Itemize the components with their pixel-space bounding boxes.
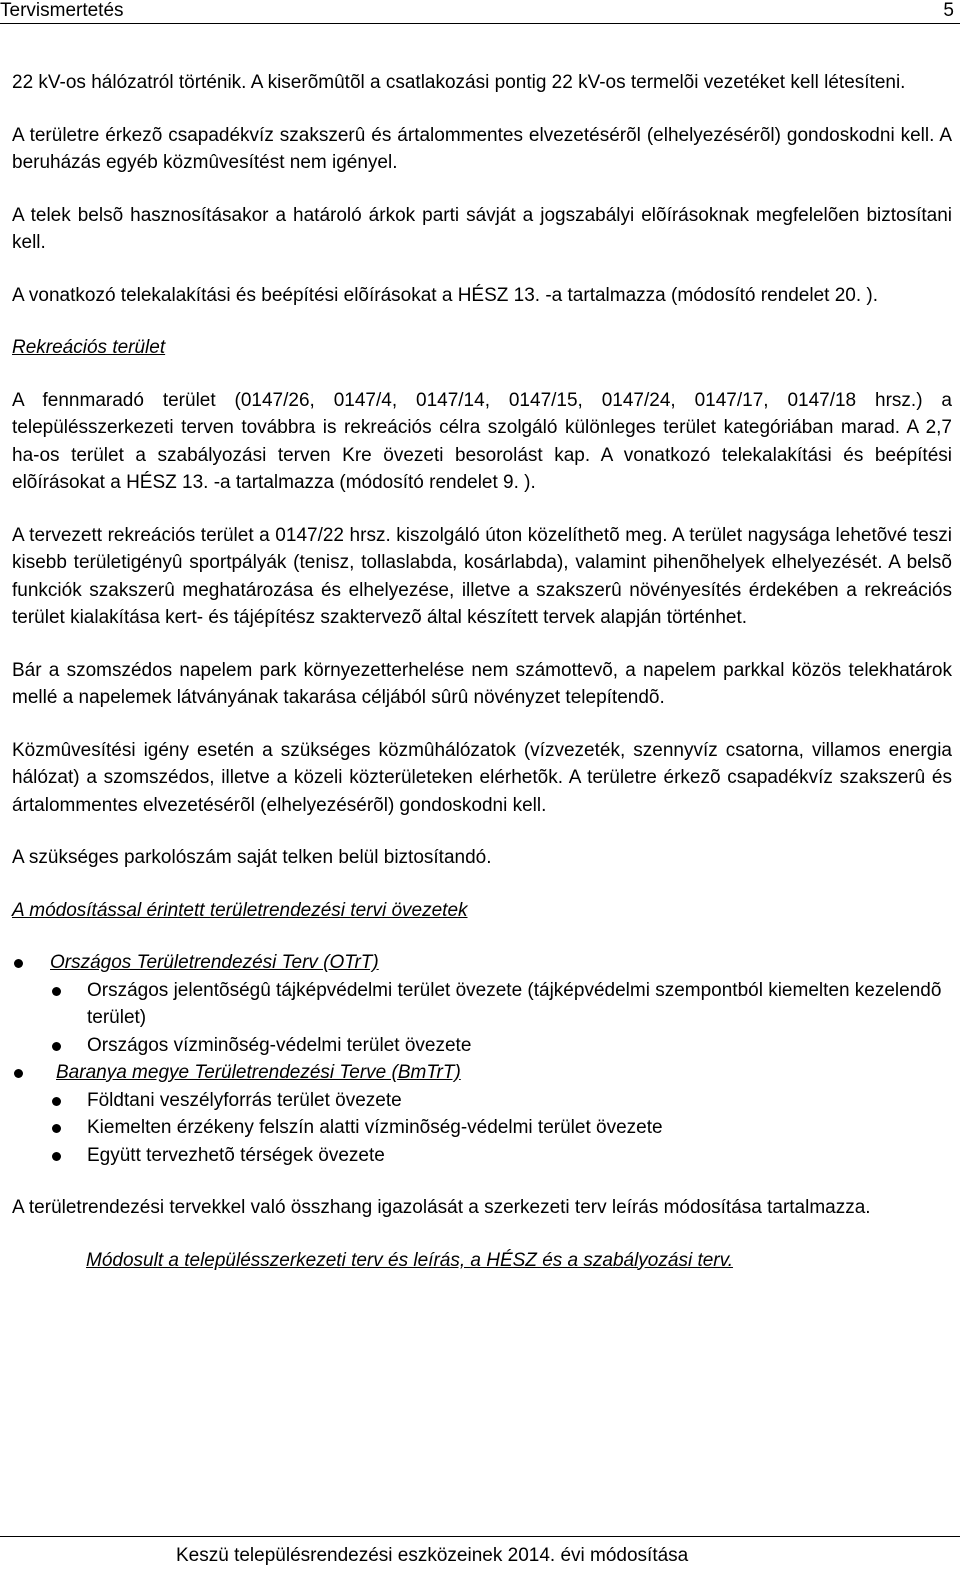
- page-number: 5: [943, 0, 954, 21]
- paragraph: A telek belsõ hasznosításakor a határoló árkok parti sávját a jogszabályi elõírásoknak megfelelõen biztosítani kell.: [12, 204, 952, 253]
- list-item-otrt: [12, 949, 952, 977]
- zone-label: Kiemelten érzékeny felszín alatti vízminõség-védelmi terület övezete: [87, 1117, 663, 1138]
- footer-text: Keszü településrendezési eszközeinek 2014. évi módosítása: [176, 1545, 689, 1566]
- paragraph: Közmûvesítési igény esetén a szükséges közmûhálózatok (vízvezeték, szennyvíz csatorna, villamos energia hálózat) a szomszédos, illetve a közeli közterületeken elérhetõk. A területre érkezõ csapadékvíz szakszerû és ártalommentes elvezetésérõl (elhelyezésérõl) gondoskodni kell.: [12, 739, 952, 816]
- page-header: [0, 0, 960, 24]
- page-footer: [0, 1536, 960, 1569]
- bullet-icon: [14, 1069, 23, 1078]
- paragraph: A szükséges parkolószám saját telken belül biztosítandó.: [12, 847, 492, 868]
- heading-text: Rekreációs terület: [12, 337, 166, 358]
- bullet-icon: [52, 1124, 61, 1133]
- paragraph: A tervezett rekreációs terület a 0147/22 hrsz. kiszolgáló úton közelíthetõ meg. A terület nagysága lehetõvé teszi kisebb területigényû sportpályák (tenisz, tollaslabda, kosárlabda), valamint pihenõhelyek elhelyezését. A belsõ funkciók szakszerû meghatározása és elhelyezése, illetve a szakszerû növényesítés érdekében a rekreációs terület kialakítása kert- és tájépítész szaktervezõ által készített tervek alapján történhet.: [12, 524, 952, 628]
- conclusion-statement: Módosult a településszerkezeti terv és leírás, a HÉSZ és a szabályozási terv.: [86, 1249, 733, 1271]
- paragraph: A területre érkezõ csapadékvíz szakszerû és ártalommentes elvezetésérõl (elhelyezésérõl) gondoskodni kell. A beruházás egyéb közmûvesítést nem igényel.: [12, 124, 952, 173]
- bullet-icon: [52, 1042, 61, 1051]
- paragraph: Bár a szomszédos napelem park környezetterhelése nem számottevõ, a napelem parkkal közös telekhatárok mellé a napelemek látványának takarása céljából sûrû növényzet telepítendõ.: [12, 659, 952, 708]
- paragraph: A fennmaradó terület (0147/26, 0147/4, 0147/14, 0147/15, 0147/24, 0147/17, 0147/18 hrsz.) a településszerkezeti terven továbbra is rekreációs célra szolgáló különleges terület kategóriában marad. A 2,7 ha-os terület a szabályozási terven Kre övezeti besorolást kap. A vonatkozó telekalakítási és beépítési elõírásokat a HÉSZ 13. -a tartalmazza (módosító rendelet 9. ).: [12, 389, 952, 493]
- heading-text: A módosítással érintett területrendezési tervi övezetek: [12, 899, 468, 921]
- bullet-icon: [52, 1152, 61, 1161]
- plan-label: Baranya megye Területrendezési Terve (BmTrT): [56, 1062, 461, 1083]
- bullet-icon: [52, 1097, 61, 1106]
- zone-label: Országos vízminõség-védelmi terület övezete: [87, 1034, 472, 1056]
- zone-label: Együtt tervezhetõ térségek övezete: [87, 1144, 385, 1166]
- zone-label: Országos jelentõségû tájképvédelmi terület övezete (tájképvédelmi szempontból kiemelten kezelendõ terület): [87, 979, 942, 1028]
- list-item: [12, 1114, 952, 1142]
- section-heading-rekreacios: [12, 334, 952, 362]
- section-heading-ovezetek: [12, 897, 952, 925]
- zone-label: Földtani veszélyforrás terület övezete: [87, 1089, 402, 1111]
- list-item: [12, 1087, 952, 1115]
- document-title: Tervismertetés: [0, 0, 124, 21]
- list-item: [12, 1032, 952, 1060]
- document-body: [12, 69, 952, 1274]
- paragraph: 22 kV-os hálózatról történik. A kiserõmûtõl a csatlakozási pontig 22 kV-os termelõi vezetéket kell létesíteni.: [12, 72, 906, 93]
- list-item-bmtrt: [12, 1059, 952, 1087]
- list-item: [12, 1142, 952, 1170]
- plans-list: [12, 949, 952, 1169]
- plan-label: Országos Területrendezési Terv (OTrT): [50, 952, 379, 973]
- paragraph: A vonatkozó telekalakítási és beépítési elõírásokat a HÉSZ 13. -a tartalmazza (módosító rendelet 20. ).: [12, 284, 879, 306]
- list-item: [12, 977, 952, 1032]
- bullet-icon: [52, 987, 61, 996]
- bullet-icon: [14, 959, 23, 968]
- paragraph: A területrendezési tervekkel való összhang igazolását a szerkezeti terv leírás módosítása tartalmazza.: [12, 1197, 871, 1218]
